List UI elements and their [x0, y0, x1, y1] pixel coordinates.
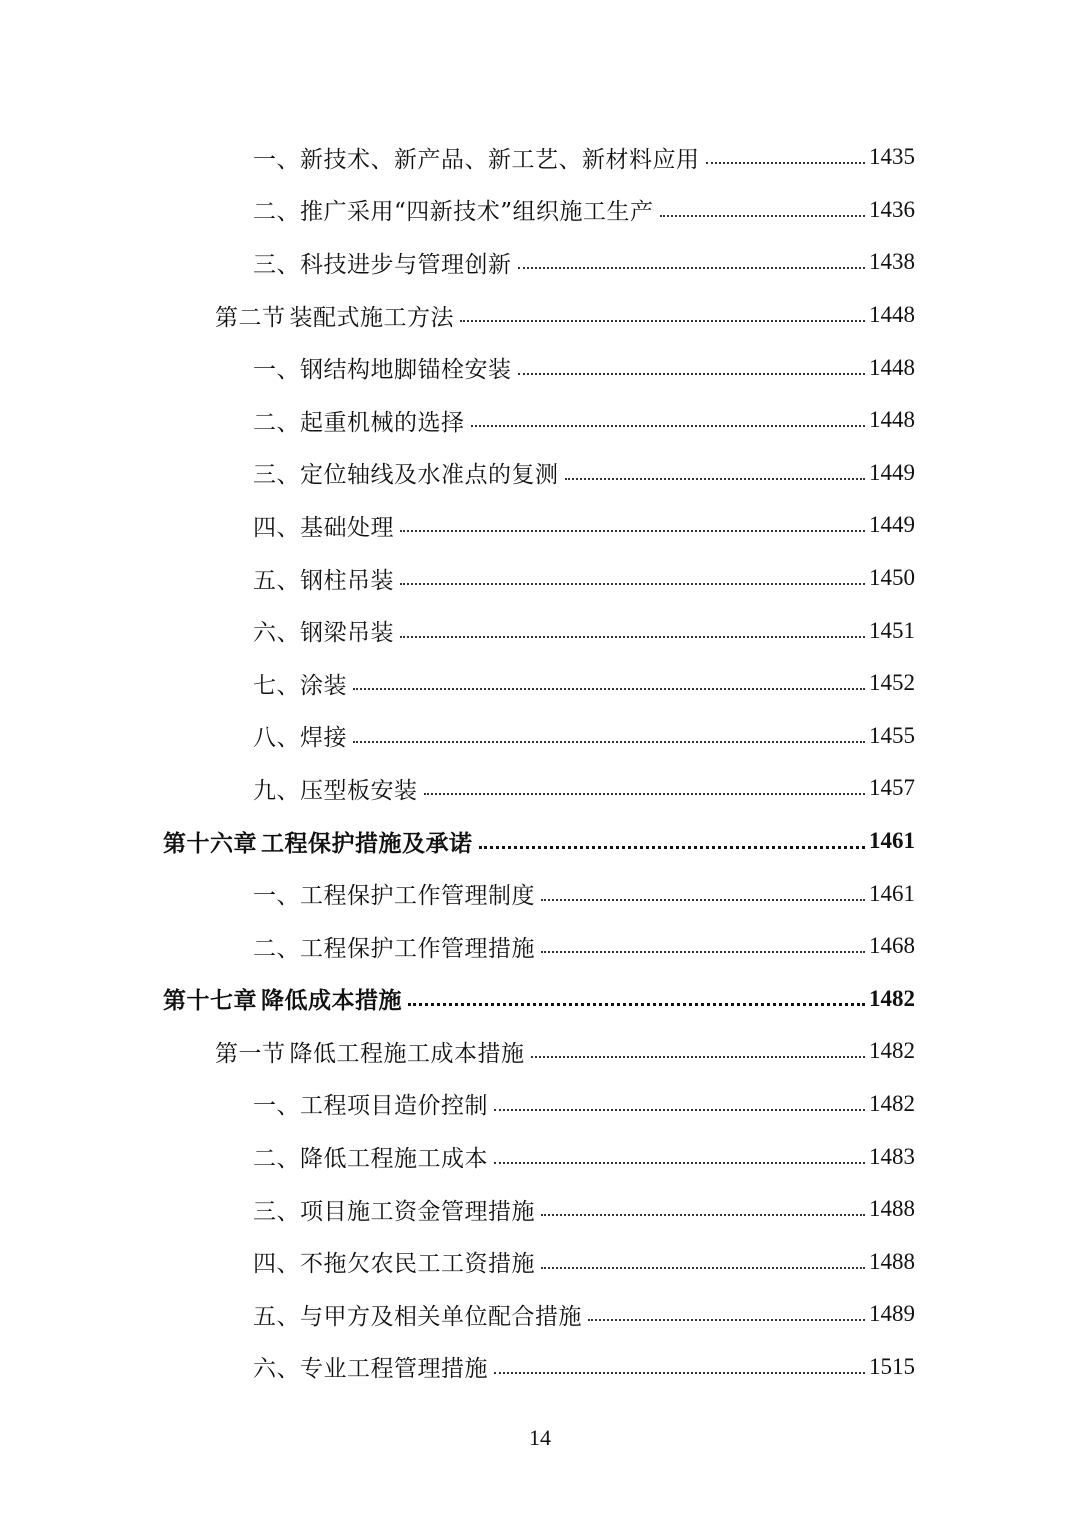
toc-entry-number: 第二节 — [215, 304, 286, 331]
toc-entry[interactable] — [0, 1235, 1080, 1288]
toc-entry-title: 不拖欠农民工工资措施 — [300, 1251, 535, 1278]
dot-leader — [588, 1319, 865, 1321]
toc-entry-page: 1455 — [869, 722, 915, 748]
toc-entry[interactable] — [0, 552, 1080, 605]
dot-leader — [518, 373, 866, 375]
toc-entry-label — [253, 141, 700, 174]
toc-entry-number: 四、 — [253, 1251, 300, 1278]
dot-leader — [541, 899, 865, 901]
page-number: 14 — [529, 1425, 551, 1450]
toc-entry-title: 专业工程管理措施 — [300, 1356, 488, 1383]
toc-entry-title: 降低成本措施 — [261, 987, 402, 1015]
dot-leader — [494, 1372, 865, 1374]
toc-entry-label — [253, 667, 347, 700]
toc-entry-page: 1438 — [869, 249, 915, 275]
toc-section-entry[interactable] — [0, 289, 1080, 342]
toc-entry-page: 1489 — [869, 1301, 915, 1327]
toc-entry-title: 工程保护措施及承诺 — [261, 829, 473, 857]
toc-section-entry[interactable] — [0, 1025, 1080, 1078]
toc-entry-page: 1488 — [869, 1196, 915, 1222]
dot-leader — [479, 846, 866, 849]
toc-entry-label — [253, 1193, 535, 1226]
toc-entry-title: 定位轴线及水准点的复测 — [300, 462, 559, 489]
toc-entry-title: 工程项目造价控制 — [300, 1093, 488, 1120]
toc-entry-label — [253, 562, 394, 595]
toc-entry-label — [253, 1298, 582, 1331]
dot-leader — [353, 741, 865, 743]
toc-entry-label — [253, 1140, 488, 1173]
dot-leader — [541, 1267, 865, 1269]
toc-entry-title: 新技术、新产品、新工艺、新材料应用 — [300, 146, 700, 173]
dot-leader — [706, 162, 866, 164]
toc-entry[interactable] — [0, 657, 1080, 710]
toc-entry-label — [253, 1245, 535, 1278]
toc-entry[interactable] — [0, 131, 1080, 184]
dot-leader — [353, 688, 865, 690]
toc-entry[interactable] — [0, 341, 1080, 394]
toc-entry[interactable] — [0, 1078, 1080, 1131]
toc-entry-number: 一、 — [253, 146, 300, 173]
toc-entry-label — [253, 404, 465, 437]
toc-entry-label — [253, 1087, 488, 1120]
dot-leader — [541, 951, 865, 953]
toc-entry[interactable] — [0, 1288, 1080, 1341]
toc-entry-title: 起重机械的选择 — [300, 409, 465, 436]
toc-entry-label — [253, 351, 512, 384]
toc-entry-label — [253, 877, 535, 910]
dot-leader — [518, 267, 866, 269]
toc-entry[interactable] — [0, 447, 1080, 500]
toc-entry-title: 工程保护工作管理措施 — [300, 935, 535, 962]
toc-entry-label — [163, 825, 473, 858]
toc-entry-label — [253, 1350, 488, 1383]
toc-entry-title: 降低工程施工成本 — [300, 1146, 488, 1173]
toc-entry-number: 七、 — [253, 672, 300, 699]
dot-leader — [400, 530, 865, 532]
toc-entry[interactable] — [0, 867, 1080, 920]
toc-entry[interactable] — [0, 710, 1080, 763]
toc-entry-label — [253, 246, 512, 279]
toc-entry-page: 1449 — [869, 512, 915, 538]
toc-entry-page: 1435 — [869, 144, 915, 170]
toc-entry-number: 五、 — [253, 567, 300, 594]
toc-entry-title: 项目施工资金管理措施 — [300, 1198, 535, 1225]
toc-entry[interactable] — [0, 920, 1080, 973]
toc-entry-number: 一、 — [253, 883, 300, 910]
toc-entry-number: 四、 — [253, 514, 300, 541]
toc-entry-page: 1461 — [869, 828, 915, 854]
toc-entry-page: 1448 — [869, 407, 915, 433]
toc-entry-number: 八、 — [253, 725, 300, 752]
toc-entry-title: 焊接 — [300, 725, 347, 752]
toc-entry-label — [253, 193, 654, 226]
toc-entry-label — [253, 456, 559, 489]
dot-leader — [471, 425, 866, 427]
dot-leader — [400, 636, 865, 638]
dot-leader — [494, 1162, 865, 1164]
toc-entry-page: 1452 — [869, 670, 915, 696]
toc-entry-page: 1448 — [869, 302, 915, 328]
toc-entry[interactable] — [0, 1130, 1080, 1183]
toc-entry-title: 基础处理 — [300, 514, 394, 541]
toc-entry-label — [253, 772, 418, 805]
dot-leader — [660, 215, 865, 217]
toc-entry-number: 二、 — [253, 199, 300, 226]
toc-entry[interactable] — [0, 1183, 1080, 1236]
toc-entry-page: 1436 — [869, 196, 915, 222]
toc-entry-number: 三、 — [253, 251, 300, 278]
toc-entry-title: 工程保护工作管理制度 — [300, 883, 535, 910]
dot-leader — [460, 320, 865, 322]
toc-entry[interactable] — [0, 1341, 1080, 1394]
toc-entry-number: 第一节 — [215, 1040, 286, 1067]
toc-entry[interactable] — [0, 184, 1080, 237]
dot-leader — [408, 1003, 865, 1006]
toc-entry-number: 第十六章 — [163, 829, 257, 857]
toc-chapter-entry[interactable] — [0, 973, 1080, 1026]
toc-entry-title: 装配式施工方法 — [289, 304, 454, 331]
toc-entry-title: 钢柱吊装 — [300, 567, 394, 594]
toc-entry-number: 二、 — [253, 409, 300, 436]
toc-entry[interactable] — [0, 499, 1080, 552]
toc-entry-number: 三、 — [253, 462, 300, 489]
toc-entry-number: 六、 — [253, 620, 300, 647]
toc-entry-page: 1451 — [869, 617, 915, 643]
toc-entry-title: 钢结构地脚锚栓安装 — [300, 357, 512, 384]
toc-entry-title: 推广采用“四新技术”组织施工生产 — [300, 199, 654, 226]
toc-entry-label — [215, 1035, 525, 1068]
toc-entry[interactable] — [0, 604, 1080, 657]
toc-entry[interactable] — [0, 236, 1080, 289]
toc-entry-page: 1450 — [869, 565, 915, 591]
toc-entry-page: 1515 — [869, 1353, 915, 1379]
dot-leader — [494, 1109, 865, 1111]
toc-entry-label — [253, 614, 394, 647]
toc-entry-page: 1468 — [869, 933, 915, 959]
toc-entry-title: 降低工程施工成本措施 — [289, 1040, 525, 1067]
toc-entry[interactable] — [0, 394, 1080, 447]
dot-leader — [400, 583, 865, 585]
toc-chapter-entry[interactable] — [0, 815, 1080, 868]
toc-entry-number: 一、 — [253, 357, 300, 384]
toc-entry-label — [215, 299, 454, 332]
table-of-contents — [0, 131, 1080, 1393]
toc-entry-number: 二、 — [253, 935, 300, 962]
toc-entry-page: 1483 — [869, 1143, 915, 1169]
toc-entry-page: 1461 — [869, 880, 915, 906]
toc-entry-label — [253, 719, 347, 752]
toc-entry-number: 五、 — [253, 1303, 300, 1330]
toc-entry-number: 二、 — [253, 1146, 300, 1173]
dot-leader — [565, 478, 866, 480]
toc-entry-number: 第十七章 — [163, 987, 257, 1015]
toc-entry-page: 1482 — [869, 1090, 915, 1116]
toc-entry-title: 与甲方及相关单位配合措施 — [300, 1303, 582, 1330]
toc-entry-number: 九、 — [253, 777, 300, 804]
toc-entry-label — [163, 982, 402, 1015]
toc-entry-page: 1449 — [869, 459, 915, 485]
toc-entry-label — [253, 930, 535, 963]
toc-entry-page: 1482 — [869, 1038, 915, 1064]
dot-leader — [424, 793, 866, 795]
dot-leader — [531, 1056, 866, 1058]
toc-entry-page: 1457 — [869, 775, 915, 801]
toc-entry-title: 科技进步与管理创新 — [300, 251, 512, 278]
toc-entry-title: 钢梁吊装 — [300, 620, 394, 647]
toc-entry-number: 一、 — [253, 1093, 300, 1120]
dot-leader — [541, 1214, 865, 1216]
toc-entry-title: 压型板安装 — [300, 777, 418, 804]
toc-entry-page: 1448 — [869, 354, 915, 380]
toc-entry-number: 六、 — [253, 1356, 300, 1383]
toc-entry[interactable] — [0, 762, 1080, 815]
toc-entry-label — [253, 509, 394, 542]
toc-entry-page: 1488 — [869, 1248, 915, 1274]
toc-entry-number: 三、 — [253, 1198, 300, 1225]
toc-entry-page: 1482 — [869, 985, 915, 1011]
toc-entry-title: 涂装 — [300, 672, 347, 699]
